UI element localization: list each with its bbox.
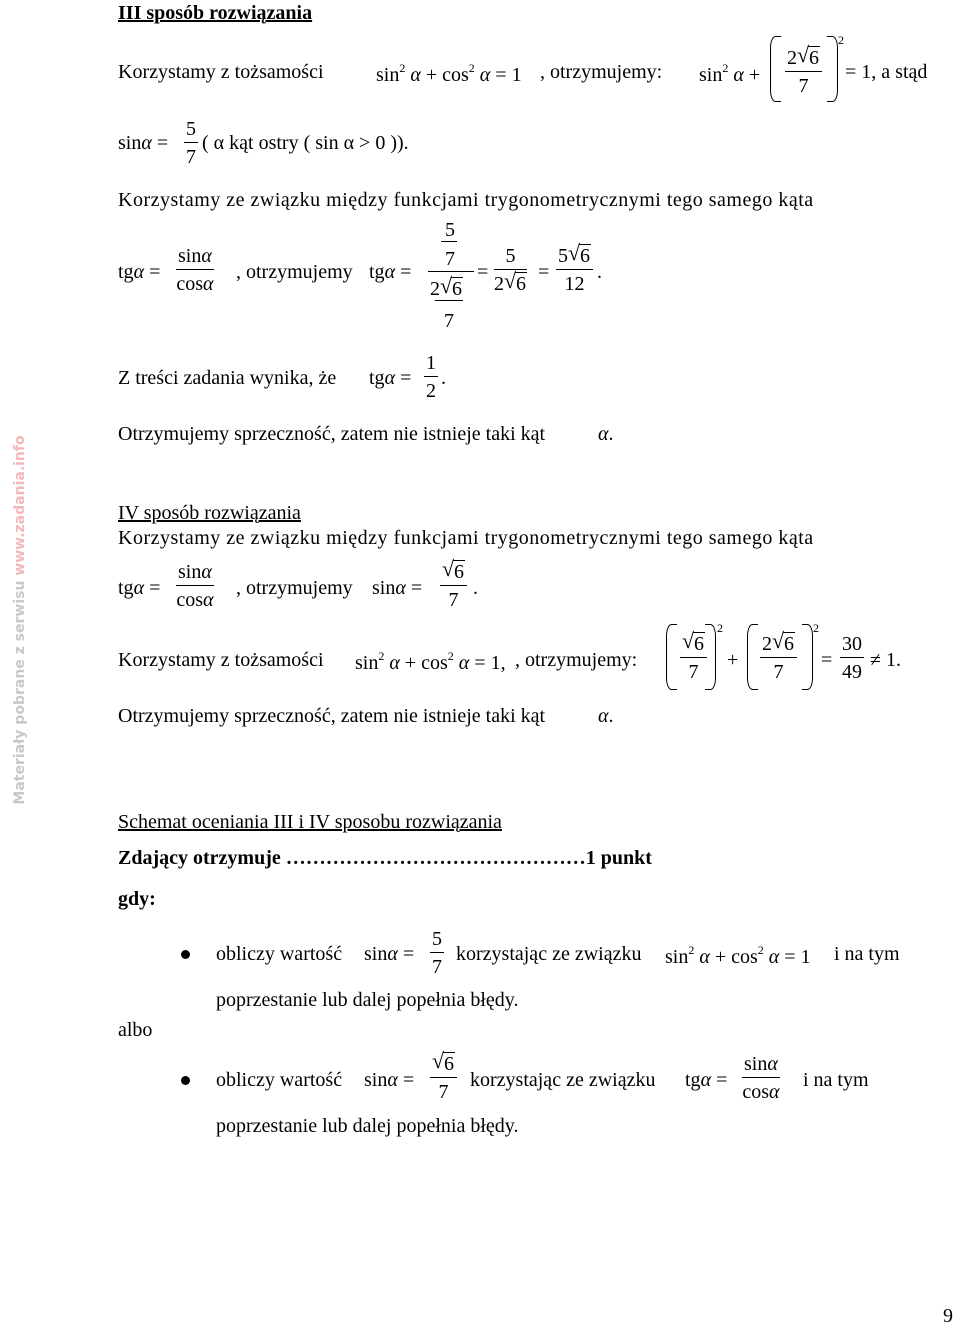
fraction-sqrt6-over-7: √ 6 7 bbox=[440, 562, 467, 610]
tg-alpha-eq-4: tgα = bbox=[118, 577, 161, 599]
page-number: 9 bbox=[943, 1305, 953, 1327]
sin-alpha-eq-2: sinα = bbox=[372, 577, 423, 599]
period: . bbox=[441, 367, 446, 389]
s3-stad: = 1, a stąd bbox=[845, 61, 928, 83]
tg-alpha-eq-2: tgα = bbox=[369, 261, 412, 283]
s3-l6-text: Otrzymujemy sprzeczność, zatem nie istnieje taki kąt bbox=[118, 423, 546, 445]
s3-otrz-tg: , otrzymujemy bbox=[236, 261, 353, 283]
compound-den-bar bbox=[435, 300, 463, 301]
left-paren bbox=[666, 624, 677, 690]
s4-identity: $\sin^2 \alpha + \cos^2 \alpha = 1$, bbox=[355, 649, 506, 674]
s3-l3-text: Korzystamy ze związku między funkcjami trygonometrycznymi tego samego kąta bbox=[118, 189, 814, 211]
section-iv-heading: IV sposób rozwiązania bbox=[118, 502, 301, 524]
compound-den-7: 7 bbox=[444, 310, 454, 332]
b1-poprzestanie: poprzestanie lub dalej popełnia błędy. bbox=[216, 989, 519, 1011]
bullet-icon bbox=[181, 950, 190, 959]
left-paren bbox=[770, 36, 781, 102]
s4-l1-text: Korzystamy ze związku między funkcjami trygonometrycznymi tego samego kąta bbox=[118, 527, 814, 549]
tg-alpha-eq-3: tgα = bbox=[369, 367, 412, 389]
s4-otrz: , otrzymujemy bbox=[236, 577, 353, 599]
section-iii-heading: III sposób rozwiązania bbox=[118, 2, 313, 24]
sin-alpha-eq-4: sinα = bbox=[364, 1069, 415, 1091]
b2-na-tym: i na tym bbox=[803, 1069, 869, 1091]
compound-num-5: 5 bbox=[445, 219, 455, 241]
watermark-url: www.zadania.info bbox=[12, 435, 28, 576]
exponent: 2 bbox=[838, 33, 844, 47]
s3-identity: $\sin^2 \alpha + \cos^2 \alpha = 1$ bbox=[376, 61, 522, 86]
s3-sin2-plus: $\sin^2 \alpha$ + bbox=[699, 61, 761, 86]
s3-l1-text: Korzystamy z tożsamości bbox=[118, 61, 324, 83]
alpha-period: α. bbox=[598, 423, 614, 445]
bullet-icon bbox=[181, 1076, 190, 1085]
fraction-5-over-2sqrt6: 5 2 √ 6 bbox=[494, 245, 526, 295]
compound-num-7: 7 bbox=[445, 248, 455, 270]
s4-l3b-text: , otrzymujemy: bbox=[515, 649, 638, 671]
period: . bbox=[473, 577, 478, 599]
b2-poprzestanie: poprzestanie lub dalej popełnia błędy. bbox=[216, 1115, 519, 1137]
s3-l2-note: ( α kąt ostry ( sin α > 0 )). bbox=[202, 132, 409, 154]
s4-l4-text: Otrzymujemy sprzeczność, zatem nie istnieje taki kąt bbox=[118, 705, 546, 727]
fraction-5sqrt6-over-12: 5 √ 6 12 bbox=[556, 246, 593, 294]
b2-obliczy: obliczy wartość bbox=[216, 1069, 343, 1091]
fraction-30-over-49: 30 49 bbox=[842, 633, 862, 683]
sin-alpha-eq-3: sinα = bbox=[364, 943, 415, 965]
fraction-5-over-7: 5 7 bbox=[186, 118, 196, 168]
compound-main-bar bbox=[428, 271, 474, 272]
compound-num-bar bbox=[441, 241, 457, 242]
tg-alpha-eq-5: tgα = bbox=[685, 1069, 728, 1091]
eq-sign: = bbox=[477, 261, 489, 283]
b1-korzystajac: korzystając ze związku bbox=[456, 943, 642, 965]
s4-l3a-text: Korzystamy z tożsamości bbox=[118, 649, 324, 671]
fraction-2sqrt6-over-7-2: 2 √ 6 7 bbox=[760, 634, 797, 682]
tg-alpha-eq: tgα = bbox=[118, 261, 161, 283]
plus-sign: + bbox=[727, 649, 739, 671]
fraction-5-over-7-2: 5 7 bbox=[432, 928, 442, 978]
b2-korzystajac: korzystając ze związku bbox=[470, 1069, 656, 1091]
schema-zdajacy: Zdający otrzymuje ………………………………………1 punkt bbox=[118, 847, 652, 869]
neq-one: ≠ 1. bbox=[870, 649, 901, 671]
schema-gdy: gdy: bbox=[118, 888, 156, 910]
b1-obliczy: obliczy wartość bbox=[216, 943, 343, 965]
left-paren bbox=[747, 624, 758, 690]
s3-otrzymujemy: , otrzymujemy: bbox=[540, 61, 663, 83]
fraction-sqrt6-over-7-2: √ 6 7 bbox=[680, 634, 707, 682]
fraction-sin-over-cos-3: sinα cosα bbox=[742, 1053, 780, 1103]
eq-sign: = bbox=[538, 261, 550, 283]
period: . bbox=[597, 261, 602, 283]
right-paren bbox=[802, 624, 813, 690]
b1-identity: $\sin^2 \alpha + \cos^2 \alpha = 1$ bbox=[665, 943, 811, 968]
sin-alpha-eq: sinα = bbox=[118, 132, 169, 154]
fraction-1-over-2: 1 2 bbox=[426, 352, 436, 402]
b1-na-tym: i na tym bbox=[834, 943, 900, 965]
s3-l5-text: Z treści zadania wynika, że bbox=[118, 367, 337, 389]
eq-sign: = bbox=[821, 649, 833, 671]
watermark: Materiały pobrane z serwisu www.zadania.info bbox=[12, 435, 28, 805]
exponent: 2 bbox=[717, 621, 723, 635]
schema-albo: albo bbox=[118, 1019, 153, 1041]
compound-den-2sqrt6: 2 √ 6 bbox=[430, 273, 462, 300]
alpha-period: α. bbox=[598, 705, 614, 727]
fraction-sin-over-cos-2: sinα cosα bbox=[176, 561, 214, 611]
right-paren bbox=[827, 36, 838, 102]
fraction-2sqrt6-over-7: 2 √ 6 7 bbox=[785, 48, 822, 96]
fraction-sin-over-cos: sinα cosα bbox=[176, 245, 214, 295]
schema-heading: Schemat oceniania III i IV sposobu rozwiązania bbox=[118, 811, 502, 833]
exponent: 2 bbox=[813, 621, 819, 635]
fraction-sqrt6-over-7-3: √ 6 7 bbox=[430, 1054, 457, 1102]
right-paren bbox=[705, 624, 716, 690]
